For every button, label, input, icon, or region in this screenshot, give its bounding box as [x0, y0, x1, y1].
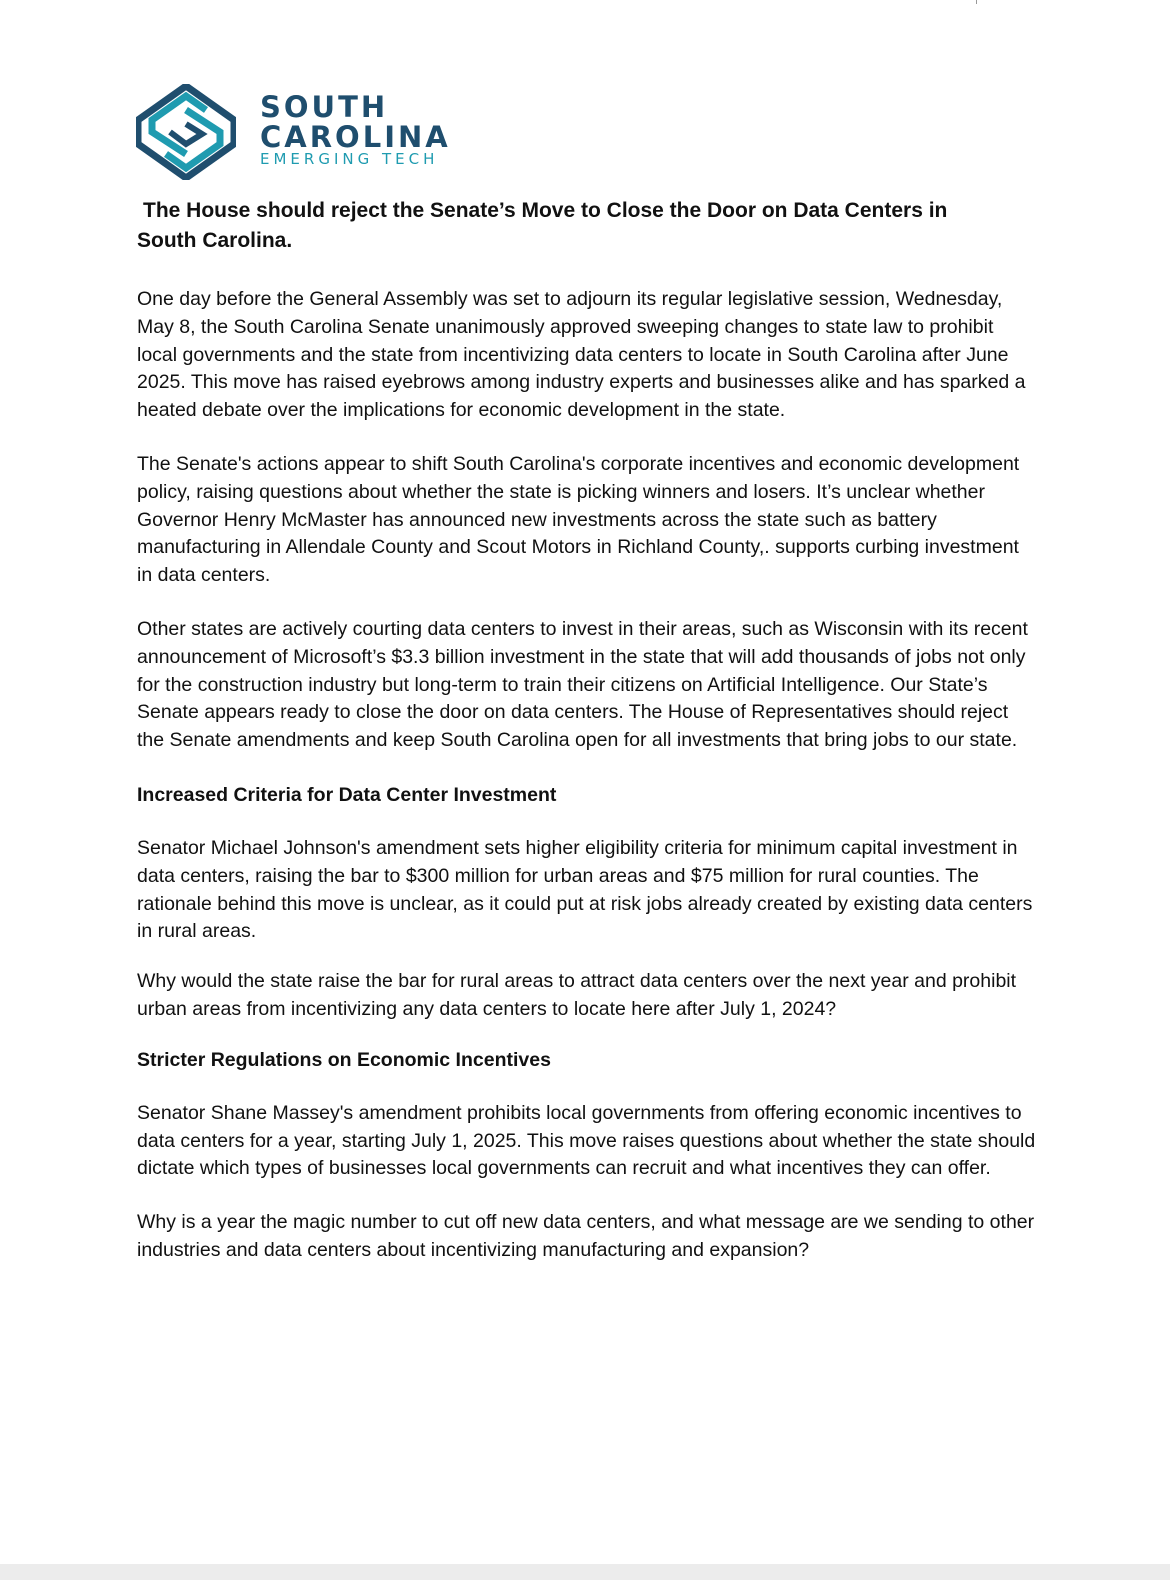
paragraph-other-states: Other states are actively courting data centers to invest in their areas, such as Wisconsin with its recent announcement of Microsoft’s $3.3 billion investment in the state that will add thousands of jobs not only for the construction industry but long-term to train their citizens on Artificial Intelligence. Our State’s Senate appears ready to close the door on data centers. The House of Representatives should reject the Senate amendments and keep South Carolina open for all investments that bring jobs to our state.: [137, 617, 1028, 752]
article-title-line2: South Carolina.: [137, 229, 293, 252]
logo-line-carolina: CAROLINA: [260, 120, 451, 154]
section-heading-increased-criteria: Increased Criteria for Data Center Investment: [137, 783, 557, 806]
article: [137, 196, 1037, 1265]
paragraph-senate-actions: The Senate's actions appear to shift South Carolina's corporate incentives and economic development policy, raising questions about whether the state is picking winners and losers. It’s unclear whether Governor Henry McMaster has announced new investments across the state such as battery manufacturing in Allendale County and Scout Motors in Richland County,. supports curbing investment in data centers.: [137, 452, 1020, 587]
logo-line-south: SOUTH: [260, 90, 389, 124]
sc-emerging-tech-logo-icon: [136, 84, 236, 180]
page-corner-mark: [970, 0, 977, 4]
article-title: [137, 196, 1037, 256]
logo-line-emerging-tech: EMERGING TECH: [260, 150, 439, 168]
paragraph-johnson-amendment: Senator Michael Johnson's amendment sets higher eligibility criteria for minimum capital investment in data centers, raising the bar to $300 million for urban areas and $75 million for rural counties. The rationale behind this move is unclear, as it could put at risk jobs already created by existing data centers in rural areas.: [137, 836, 1033, 943]
page-bottom-strip: [0, 1564, 1170, 1580]
logo-wordmark: [260, 92, 451, 167]
paragraph-magic-number-question: Why is a year the magic number to cut off new data centers, and what message are we sending to other industries and data centers about incentivizing manufacturing and expansion?: [137, 1211, 1035, 1261]
paragraph-massey-amendment: Senator Shane Massey's amendment prohibits local governments from offering economic incentives to data centers for a year, starting July 1, 2025. This move raises questions about whether the state should dictate which types of businesses local governments can recruit and what incentives they can offer.: [137, 1101, 1036, 1180]
paragraph-intro: One day before the General Assembly was set to adjourn its regular legislative session, Wednesday, May 8, the South Carolina Senate unanimously approved sweeping changes to state law to prohibit local governments and the state from incentivizing data centers to locate in South Carolina after June 2025. This move has raised eyebrows among industry experts and businesses alike and has sparked a heated debate over the implications for economic development in the state.: [137, 288, 1026, 422]
logo: [136, 84, 496, 180]
section-heading-stricter-regulations: Stricter Regulations on Economic Incentives: [137, 1048, 551, 1071]
article-title-line1: The House should reject the Senate’s Move to Close the Door on Data Centers in: [143, 199, 948, 222]
paragraph-rural-question: Why would the state raise the bar for rural areas to attract data centers over the next year and prohibit urban areas from incentivizing any data centers to locate here after July 1, 2024?: [137, 970, 1017, 1020]
